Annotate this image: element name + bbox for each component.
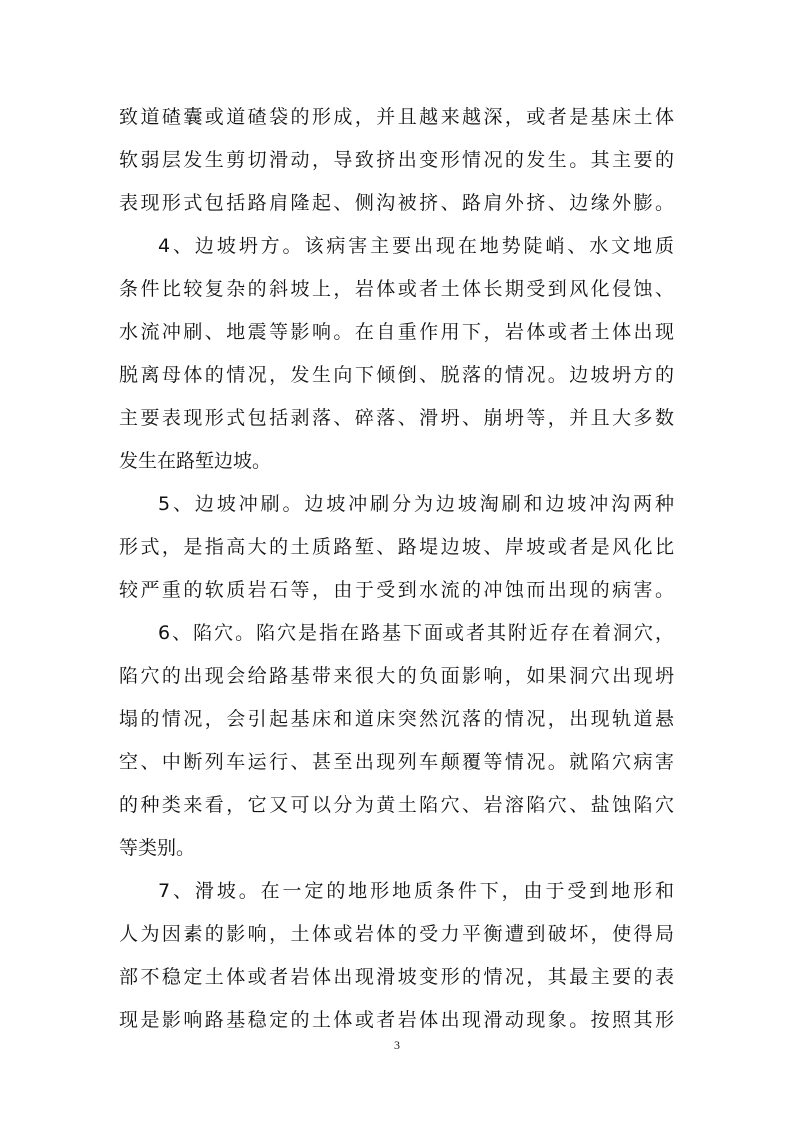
text-line: 空、中断列车运行、甚至出现列车颠覆等情况。就陷穴病害 bbox=[119, 751, 674, 773]
text-line: 主要表现形式包括剥落、碎落、滑坍、崩坍等，并且大多数 bbox=[119, 407, 674, 429]
paragraph-start-line: 6、陷穴。陷穴是指在路基下面或者其附近存在着洞穴， bbox=[158, 622, 674, 644]
text-line: 的种类来看，它又可以分为黄土陷穴、岩溶陷穴、盐蚀陷穴 bbox=[119, 794, 674, 816]
paragraph-start-line: 7、滑坡。在一定的地形地质条件下，由于受到地形和 bbox=[158, 880, 674, 902]
text-line: 软弱层发生剪切滑动，导致挤出变形情况的发生。其主要的 bbox=[119, 149, 674, 171]
paragraph-end-line: 等类别。 bbox=[119, 837, 196, 859]
text-line: 较严重的软质岩石等，由于受到水流的冲蚀而出现的病害。 bbox=[119, 579, 674, 601]
text-line: 致道碴囊或道碴袋的形成，并且越来越深，或者是基床土体 bbox=[119, 106, 674, 128]
text-line: 脱离母体的情况，发生向下倾倒、脱落的情况。边坡坍方的 bbox=[119, 364, 674, 386]
text-line: 表现形式包括路肩隆起、侧沟被挤、路肩外挤、边缘外膨。 bbox=[119, 192, 674, 214]
paragraph-start-line: 5、边坡冲刷。边坡冲刷分为边坡淘刷和边坡冲沟两种 bbox=[158, 493, 674, 515]
text-line: 形式，是指高大的土质路堑、路堤边坡、岸坡或者是风化比 bbox=[119, 536, 674, 558]
text-line: 现是影响路基稳定的土体或者岩体出现滑动现象。按照其形 bbox=[119, 1009, 674, 1031]
text-line: 塌的情况，会引起基床和道床突然沉落的情况，出现轨道悬 bbox=[119, 708, 674, 730]
text-line: 条件比较复杂的斜坡上，岩体或者土体长期受到风化侵蚀、 bbox=[119, 278, 674, 300]
text-line: 水流冲刷、地震等影响。在自重作用下，岩体或者土体出现 bbox=[119, 321, 674, 343]
text-line: 人为因素的影响，土体或岩体的受力平衡遭到破坏，使得局 bbox=[119, 923, 674, 945]
paragraph-end-line: 发生在路堑边坡。 bbox=[119, 450, 272, 472]
page-number: 3 bbox=[394, 1038, 400, 1052]
text-line: 部不稳定土体或者岩体出现滑坡变形的情况，其最主要的表 bbox=[119, 966, 674, 988]
paragraph-start-line: 4、边坡坍方。该病害主要出现在地势陡峭、水文地质 bbox=[158, 235, 674, 257]
text-line: 陷穴的出现会给路基带来很大的负面影响，如果洞穴出现坍 bbox=[119, 665, 674, 687]
